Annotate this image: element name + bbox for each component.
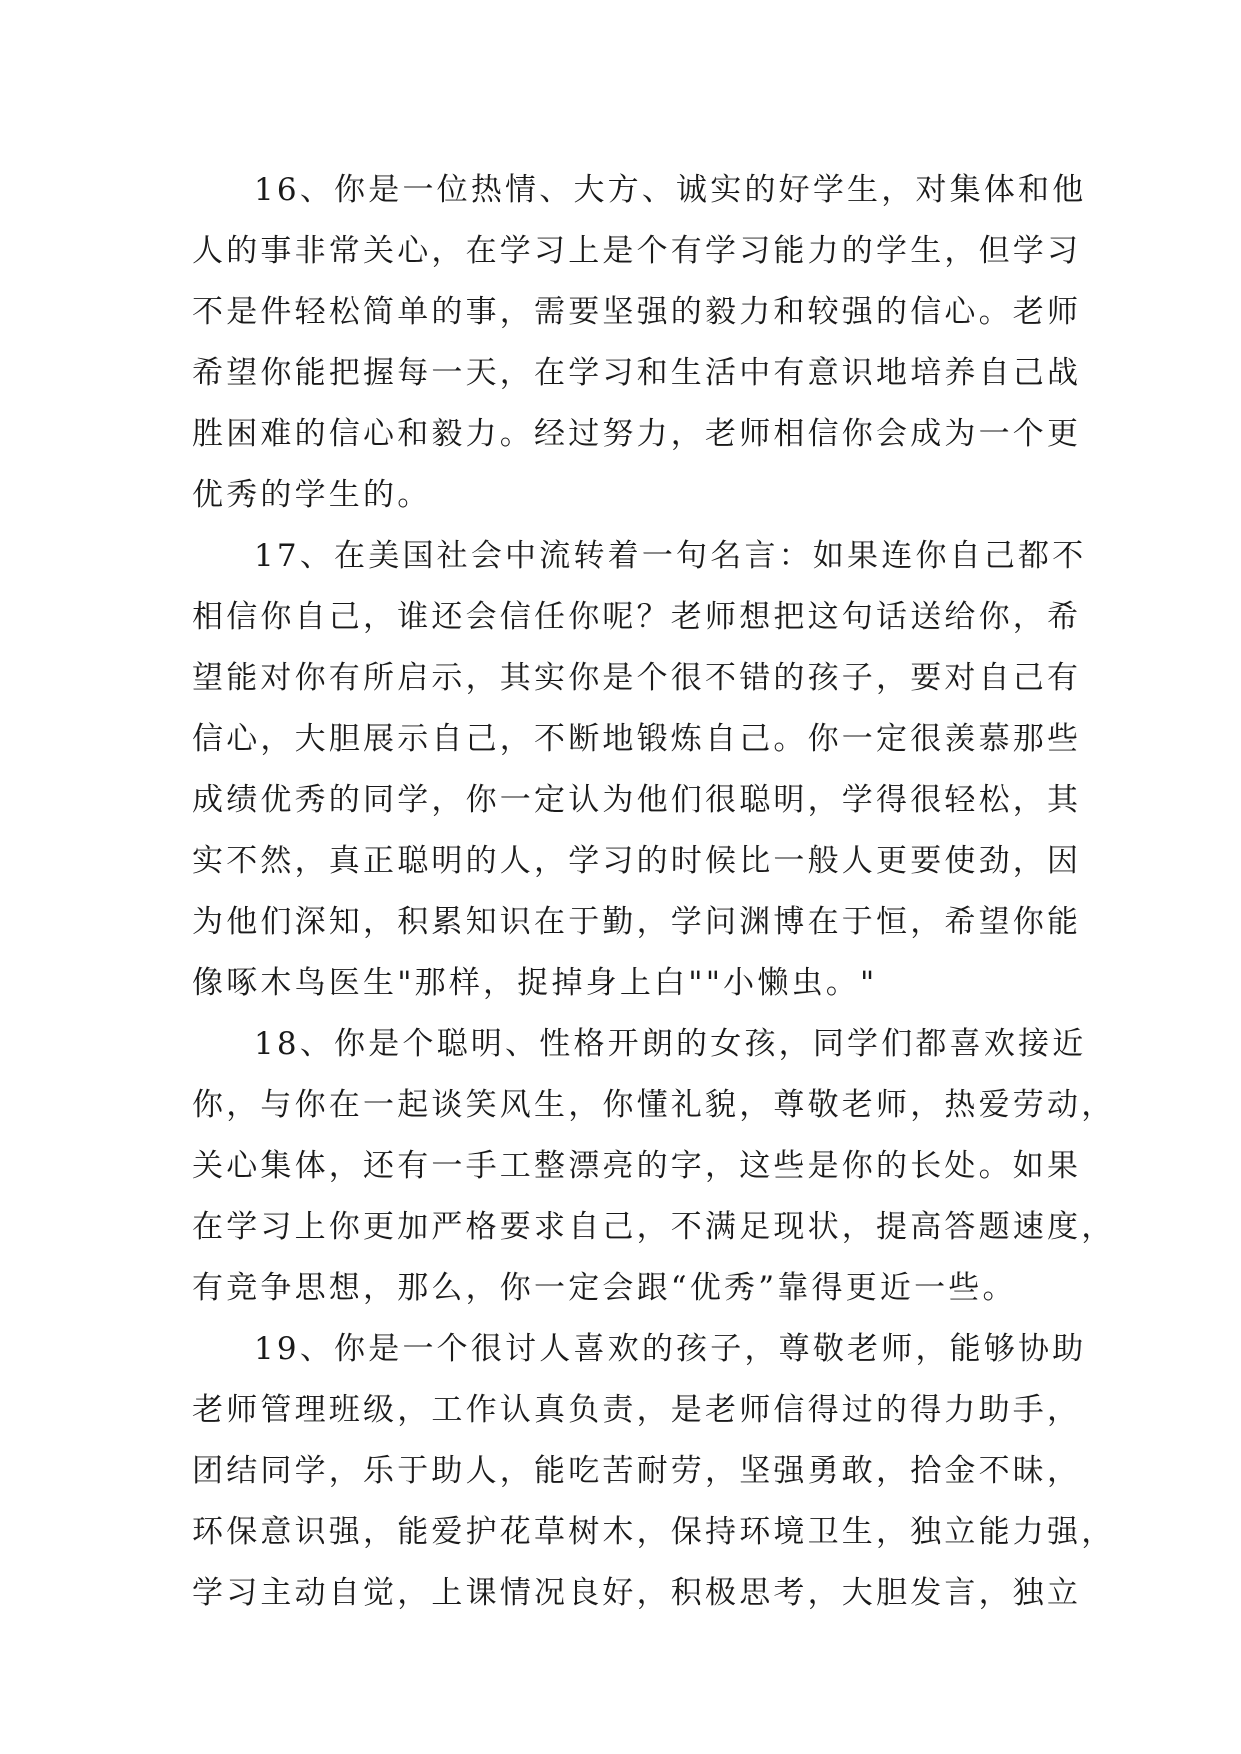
text-line: 人的事非常关心，在学习上是个有学习能力的学生，但学习 xyxy=(192,233,1082,269)
text-line: 成绩优秀的同学，你一定认为他们很聪明，学得很轻松，其 xyxy=(192,782,1082,818)
text-line: 像啄木鸟医生"那样，捉掉身上白""小懒虫。" xyxy=(192,965,878,1001)
text-line: 优秀的学生的。 xyxy=(192,477,432,513)
paragraph-19 xyxy=(192,1319,1116,1624)
text-line: 实不然，真正聪明的人，学习的时候比一般人更要使劲，因 xyxy=(192,843,1082,879)
paragraph-16 xyxy=(192,160,1087,526)
text-line: 学习主动自觉，上课情况良好，积极思考，大胆发言，独立 xyxy=(192,1575,1082,1611)
text-line: 19、你是一个很讨人喜欢的孩子，尊敬老师，能够协助 xyxy=(254,1331,1087,1367)
text-line: 环保意识强，能爱护花草树木，保持环境卫生，独立能力强， xyxy=(192,1514,1116,1550)
document-page xyxy=(192,160,1116,1624)
text-line: 信心，大胆展示自己，不断地锻炼自己。你一定很羡慕那些 xyxy=(192,721,1082,757)
text-line: 希望你能把握每一天，在学习和生活中有意识地培养自己战 xyxy=(192,355,1082,391)
text-line: 有竞争思想，那么，你一定会跟“优秀”靠得更近一些。 xyxy=(192,1270,1017,1306)
text-line: 关心集体，还有一手工整漂亮的字，这些是你的长处。如果 xyxy=(192,1148,1082,1184)
text-line: 17、在美国社会中流转着一句名言：如果连你自己都不 xyxy=(254,538,1087,574)
paragraph-17 xyxy=(192,526,1087,1014)
paragraph-18 xyxy=(192,1014,1116,1319)
text-line: 在学习上你更加严格要求自己，不满足现状，提高答题速度， xyxy=(192,1209,1116,1245)
text-line: 16、你是一位热情、大方、诚实的好学生，对集体和他 xyxy=(254,172,1087,208)
text-line: 望能对你有所启示，其实你是个很不错的孩子，要对自己有 xyxy=(192,660,1082,696)
text-line: 18、你是个聪明、性格开朗的女孩，同学们都喜欢接近 xyxy=(254,1026,1087,1062)
text-line: 胜困难的信心和毅力。经过努力，老师相信你会成为一个更 xyxy=(192,416,1082,452)
text-line: 不是件轻松简单的事，需要坚强的毅力和较强的信心。老师 xyxy=(192,294,1082,330)
text-line: 老师管理班级，工作认真负责，是老师信得过的得力助手， xyxy=(192,1392,1082,1428)
text-line: 你，与你在一起谈笑风生，你懂礼貌，尊敬老师，热爱劳动， xyxy=(192,1087,1116,1123)
text-line: 团结同学，乐于助人，能吃苦耐劳，坚强勇敢，拾金不昧， xyxy=(192,1453,1082,1489)
text-line: 相信你自己，谁还会信任你呢？老师想把这句话送给你，希 xyxy=(192,599,1082,635)
text-line: 为他们深知，积累知识在于勤，学问渊博在于恒，希望你能 xyxy=(192,904,1082,940)
